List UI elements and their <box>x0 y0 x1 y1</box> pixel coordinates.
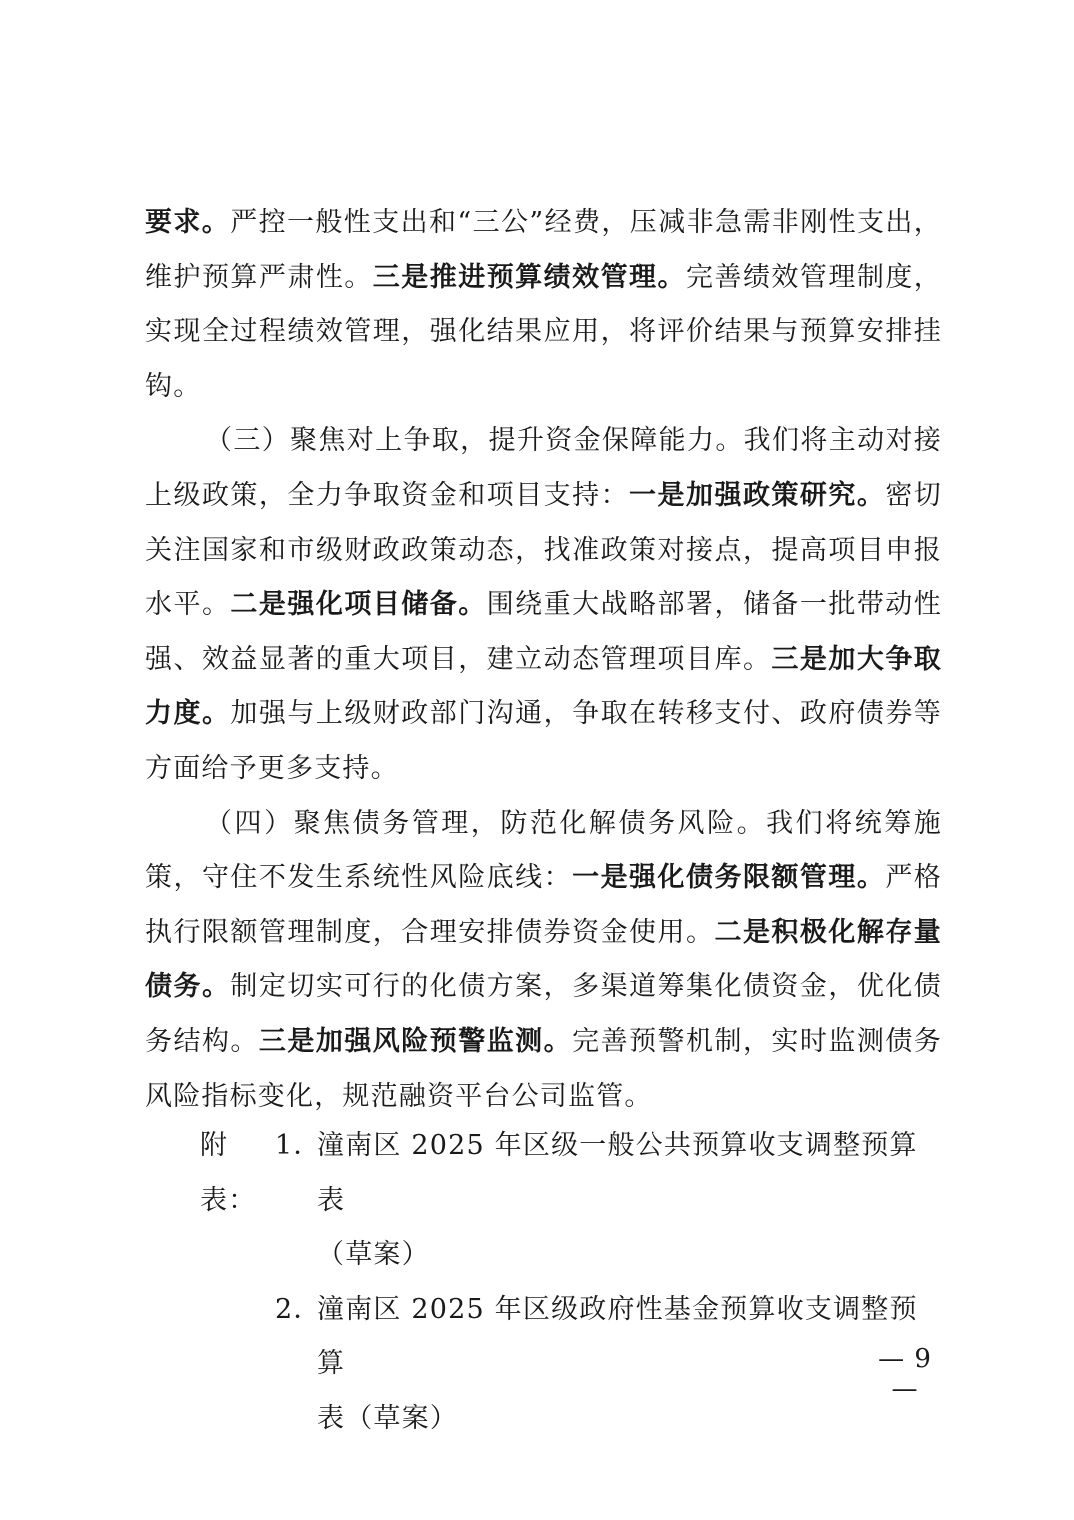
bold-phrase: 二是积极化解存量债务。 <box>145 916 943 1003</box>
attachment-title-continuation: （草案） <box>317 1239 430 1271</box>
bold-phrase: 一是加强政策研究。 <box>629 479 886 511</box>
paragraph-funding-support <box>145 414 942 796</box>
page-number: — 9 — <box>878 1344 932 1404</box>
attachment-entry <box>275 1392 945 1447</box>
text-run: （四）聚焦债务管理，防范化解债务风险。我们将统筹施策，守住不发生系统性风险底线： <box>145 807 942 894</box>
attachment-title: 潼南区 2025 年区级政府性基金预算收支调整预算 <box>317 1293 918 1380</box>
attachment-entry <box>275 1119 945 1228</box>
attachment-item-continuation <box>200 1228 945 1283</box>
text-run: 完善绩效管理制度，实现全过程绩效管理，强化结果应用，将评价结果与预算安排挂钩。 <box>145 261 943 402</box>
paragraph-debt-management <box>145 797 942 1125</box>
text-run: 密切关注国家和市级财政政策动态，找准政策对接点，提高项目申报水平。 <box>145 479 942 621</box>
bold-phrase: 三是加强风险预警监测。 <box>258 1025 573 1057</box>
attachment-number-spacer <box>275 1228 317 1283</box>
attachment-label-spacer <box>200 1228 275 1283</box>
bold-phrase: 三是推进预算绩效管理。 <box>372 261 687 293</box>
attachment-title-continuation: 表（草案） <box>317 1402 458 1434</box>
attachment-item <box>200 1283 945 1392</box>
attachment-entry <box>275 1283 945 1392</box>
text-run: 严控一般性支出和“三公”经费，压减非急需非刚性支出，维护预算严肃性。 <box>145 207 942 293</box>
body-text <box>145 196 942 1124</box>
attachment-entry <box>275 1228 945 1283</box>
attachment-label-spacer <box>200 1283 275 1392</box>
attachment-label-spacer <box>200 1392 275 1447</box>
attachment-number: 2． <box>275 1293 322 1325</box>
attachment-item-continuation <box>200 1392 945 1447</box>
attachment-number-spacer <box>275 1392 317 1447</box>
attachment-title: 潼南区 2025 年区级一般公共预算收支调整预算表 <box>317 1130 918 1216</box>
text-run: 围绕重大战略部署，储备一批带动性强、效益显著的重大项目，建立动态管理项目库。 <box>145 589 942 675</box>
attachments-label: 附表： <box>200 1130 257 1216</box>
bold-phrase: 要求。 <box>145 207 231 238</box>
bold-phrase: 三是加大争取力度。 <box>145 643 942 730</box>
bold-phrase: 一是强化债务限额管理。 <box>572 862 886 894</box>
bold-phrase: 二是强化项目储备。 <box>230 589 487 621</box>
text-run: （三）聚焦对上争取，提升资金保障能力。我们将主动对接上级政策，全力争取资金和项目支持： <box>145 425 942 511</box>
text-run: 完善预警机制，实时监测债务风险指标变化，规范融资平台公司监管。 <box>145 1025 943 1112</box>
text-run: 制定切实可行的化债方案，多渠道筹集化债资金，优化债务结构。 <box>145 971 942 1057</box>
attachment-number: 1． <box>275 1130 322 1161</box>
paragraph-budget-discipline <box>145 196 942 414</box>
text-run: 严格执行限额管理制度，合理安排债券资金使用。 <box>145 862 943 948</box>
text-run: 加强与上级财政部门沟通，争取在转移支付、政府债券等方面给予更多支持。 <box>145 698 942 784</box>
attachments-list <box>200 1119 945 1447</box>
attachment-item <box>200 1119 945 1228</box>
